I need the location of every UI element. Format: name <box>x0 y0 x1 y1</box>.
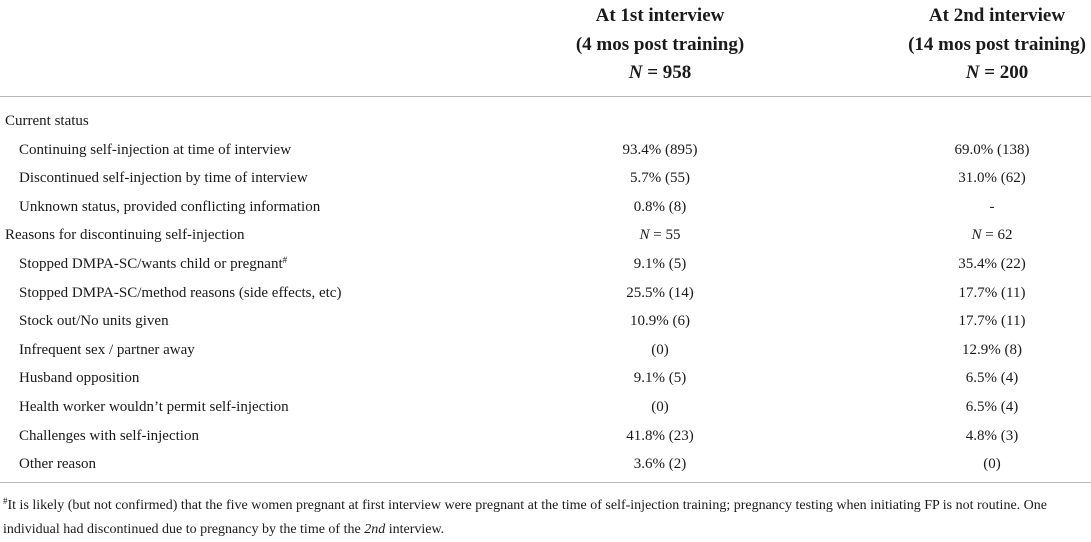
row-label: Husband opposition <box>19 370 140 387</box>
cell-first-interview: 3.6% (2) <box>633 456 687 473</box>
cell-first-interview: (0) <box>651 399 669 415</box>
row-label: Current status <box>5 113 89 129</box>
table-row <box>0 450 1091 479</box>
row-label: Reasons for discontinuing self-injection <box>5 227 245 244</box>
cell-first-interview: 41.8% (23) <box>626 427 694 444</box>
cell-first-interview: 10.9% (6) <box>630 313 690 330</box>
row-label: Unknown status, provided conflicting information <box>19 198 321 215</box>
cell-second-interview: 17.7% (11) <box>958 284 1026 301</box>
cell-second-interview: (0) <box>983 456 1001 473</box>
row-label: Stopped DMPA-SC/method reasons (side effects, etc) <box>19 284 342 301</box>
table-row-section-current-status <box>0 107 1091 136</box>
table-row <box>0 307 1091 336</box>
cell-first-interview: 9.1% (5) <box>633 370 687 387</box>
table-row <box>0 393 1091 422</box>
row-label: Health worker wouldn’t permit self-injection <box>19 399 289 415</box>
column-header-title: At 2nd interview <box>928 5 1066 26</box>
column-header-subtitle: (4 mos post training) <box>575 33 745 55</box>
table-bottom-rule <box>0 482 1091 483</box>
cell-second-interview: - <box>989 198 995 215</box>
cell-second-interview: 6.5% (4) <box>965 399 1019 415</box>
column-header-first-interview <box>505 2 815 88</box>
cell-first-interview: 5.7% (55) <box>630 170 690 187</box>
cell-first-interview: 0.8% (8) <box>633 198 687 215</box>
column-header-n: N = 958 <box>628 62 692 83</box>
table-header <box>0 0 1091 96</box>
cell-second-interview: 4.8% (3) <box>965 427 1019 444</box>
row-label: Other reason <box>19 456 97 473</box>
row-label: Stock out/No units given <box>19 313 169 330</box>
cell-second-interview: 17.7% (11) <box>958 313 1026 330</box>
table-row <box>0 164 1091 193</box>
cell-second-interview-n: N = 62 <box>971 227 1013 244</box>
cell-second-interview: 31.0% (62) <box>958 170 1026 187</box>
row-label: Infrequent sex / partner away <box>19 341 195 358</box>
table-row <box>0 193 1091 222</box>
table-row <box>0 136 1091 165</box>
column-header-second-interview <box>857 2 1091 88</box>
cell-second-interview: 69.0% (138) <box>954 141 1030 158</box>
cell-first-interview-n: N = 55 <box>639 227 681 244</box>
row-label: Challenges with self-injection <box>19 427 199 444</box>
cell-second-interview: 12.9% (8) <box>962 341 1022 358</box>
row-label: Stopped DMPA-SC/wants child or pregnant# <box>19 255 288 272</box>
table-row-section-reasons <box>0 221 1091 250</box>
footnote-marker: # <box>3 496 8 506</box>
row-label: Discontinued self-injection by time of interview <box>19 170 308 187</box>
table-row <box>0 364 1091 393</box>
table-row <box>0 279 1091 308</box>
cell-second-interview: 6.5% (4) <box>965 370 1019 387</box>
column-header-title: At 1st interview <box>595 5 725 26</box>
cell-second-interview: 35.4% (22) <box>958 256 1026 272</box>
cell-first-interview: (0) <box>651 341 669 358</box>
table-top-rule <box>0 96 1091 97</box>
table-row <box>0 422 1091 451</box>
column-header-n: N = 200 <box>965 62 1029 83</box>
table-row <box>0 250 1091 279</box>
cell-first-interview: 9.1% (5) <box>633 256 687 272</box>
column-header-subtitle: (14 mos post training) <box>908 33 1086 55</box>
cell-first-interview: 93.4% (895) <box>622 141 698 158</box>
footnote-marker: # <box>282 255 288 265</box>
row-label: Continuing self-injection at time of interview <box>19 141 292 158</box>
cell-first-interview: 25.5% (14) <box>626 284 694 301</box>
table-row <box>0 336 1091 365</box>
table-footnote: #It is likely (but not confirmed) that the five women pregnant at first interview were pregnant at the time of self-injection training; pregnancy testing when initiating FP is not routine. One individual had discontinued due to pregnancy by the time of the 2nd interview. <box>3 496 1047 537</box>
